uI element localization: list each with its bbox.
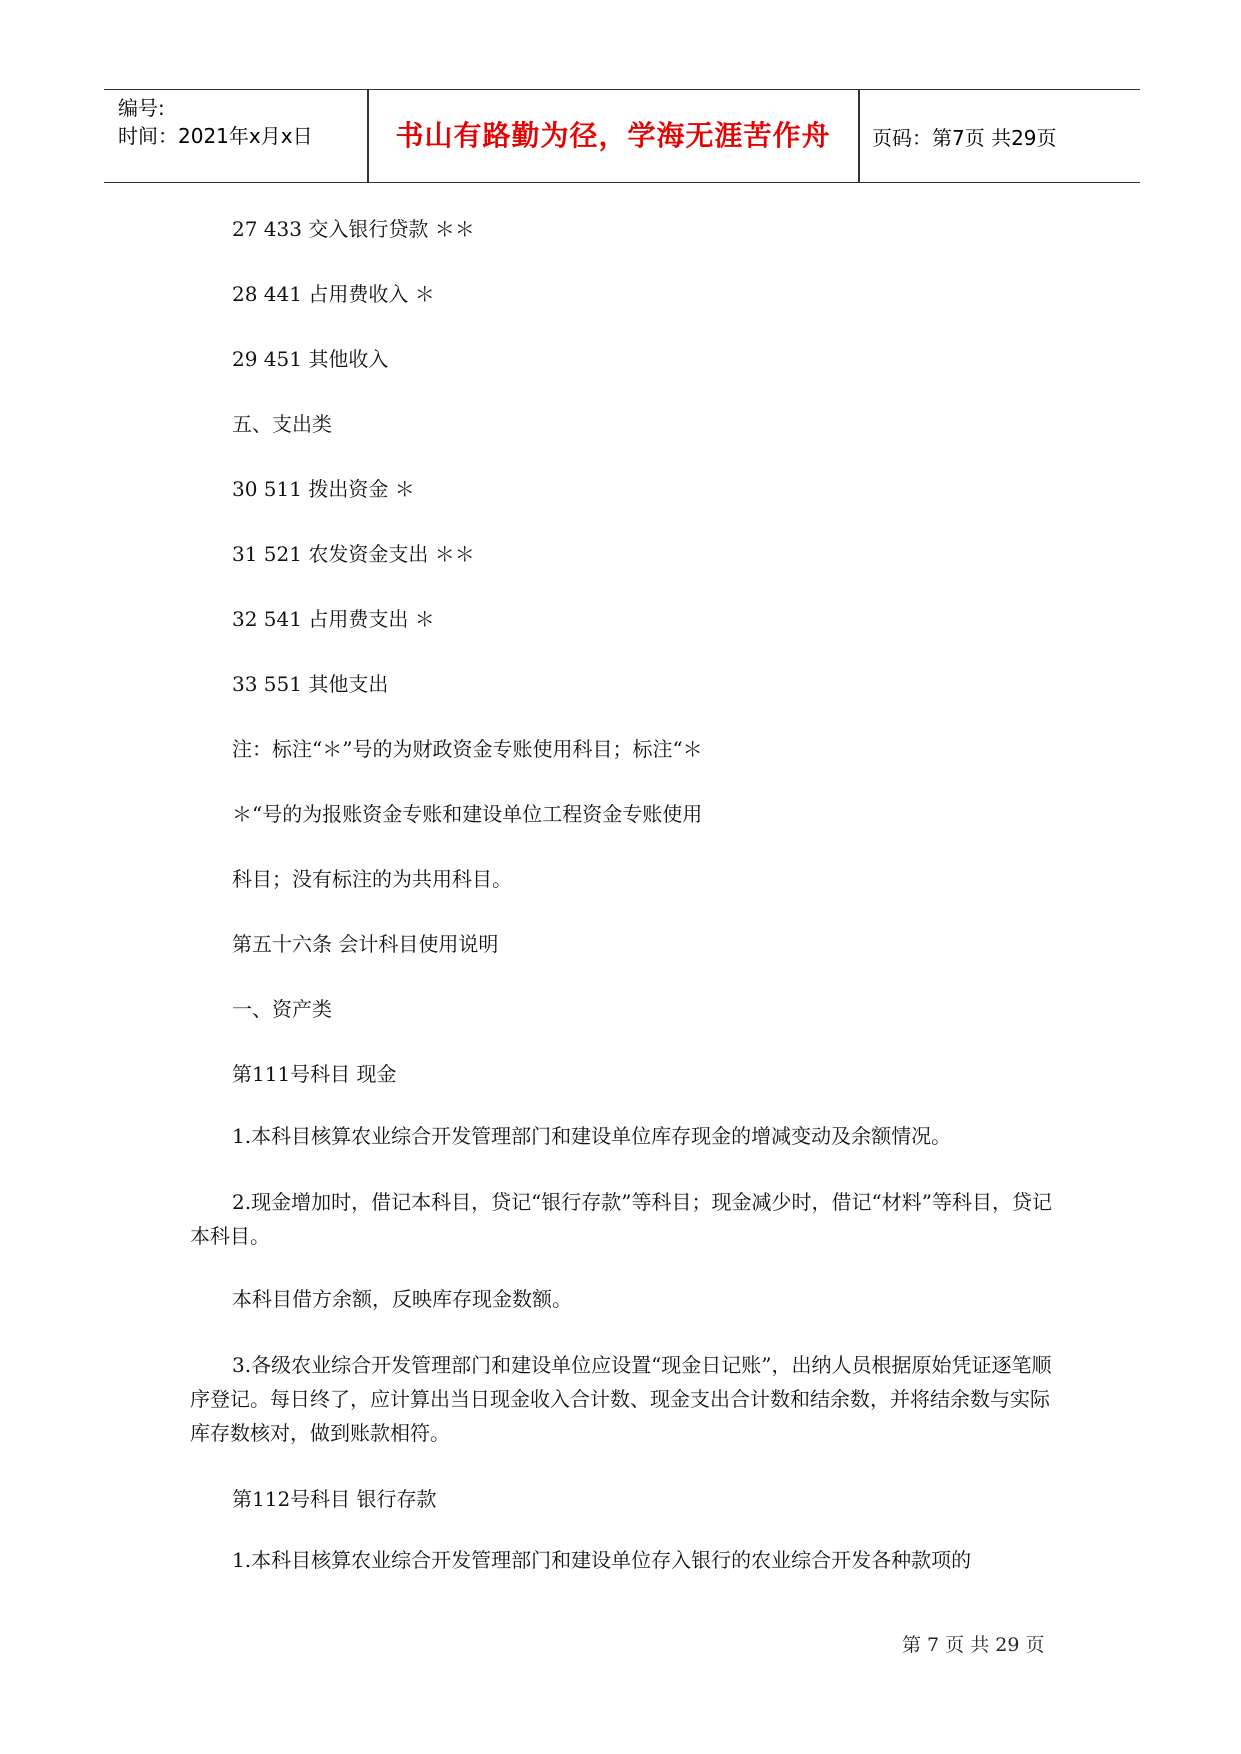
account-line: 27 433 交入银行贷款 ＊＊	[232, 217, 475, 241]
section-heading: 一、资产类	[232, 997, 332, 1021]
header-page-code: 页码：第7页 共29页	[872, 126, 1057, 150]
article-heading: 第五十六条 会计科目使用说明	[232, 932, 499, 956]
page-header	[104, 89, 1140, 183]
page-footer: 第 7 页 共 29 页	[902, 1634, 1045, 1656]
account-heading: 第112号科目 银行存款	[232, 1487, 437, 1511]
body-paragraph: 1.本科目核算农业综合开发管理部门和建设单位存入银行的农业综合开发各种款项的	[232, 1548, 972, 1572]
body-paragraph: 本科目借方余额，反映库存现金数额。	[232, 1287, 572, 1311]
header-divider	[858, 90, 860, 182]
time-label: 时间：2021年x月x日	[118, 124, 313, 148]
account-line: 29 451 其他收入	[232, 347, 389, 371]
account-line: 30 511 拨出资金 ＊	[232, 477, 415, 501]
note-line: ＊“号的为报账资金专账和建设单位工程资金专账使用	[232, 802, 703, 826]
header-motto: 书山有路勤为径，学海无涯苦作舟	[395, 119, 831, 152]
account-line: 28 441 占用费收入 ＊	[232, 282, 435, 306]
note-line: 科目；没有标注的为共用科目。	[232, 867, 512, 891]
account-line: 31 521 农发资金支出 ＊＊	[232, 542, 475, 566]
number-label: 编号:	[118, 96, 165, 120]
body-paragraph: 1.本科目核算农业综合开发管理部门和建设单位库存现金的增减变动及余额情况。	[232, 1124, 952, 1148]
body-paragraph: 3.各级农业综合开发管理部门和建设单位应设置“现金日记账”，出纳人员根据原始凭证逐笔顺序登记。每日终了，应计算出当日现金收入合计数、现金支出合计数和结余数，并将结余数与实际库存数核对，做到账款相符。	[190, 1353, 1052, 1445]
account-line: 33 551 其他支出	[232, 672, 389, 696]
section-heading: 五、支出类	[232, 412, 332, 436]
body-paragraph: 2.现金增加时，借记本科目，贷记“银行存款”等科目；现金减少时，借记“材料”等科目，贷记本科目。	[190, 1190, 1052, 1248]
account-line: 32 541 占用费支出 ＊	[232, 607, 435, 631]
note-line: 注：标注“＊”号的为财政资金专账使用科目；标注“＊	[232, 737, 703, 761]
account-heading: 第111号科目 现金	[232, 1062, 397, 1086]
